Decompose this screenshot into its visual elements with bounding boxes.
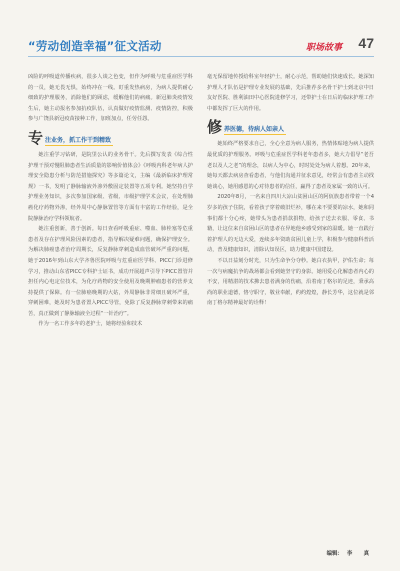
header-rule <box>28 56 374 57</box>
left-intro-paragraph: 凶险的呼吸道传播疾病，很多人谈之色变，但作为呼吸与危重症医学科的一员，她无畏无惧，始终冲在一线。盯重发热病房，为病人提供耐心细致的护理服务，消除他们的顾虑，缓解他们的病痛。新冠肺炎疫情发生后，她主动报名参加抗疫队伍，认真做好疫情监测、疫情防控，积极参与广饶县新冠疫苗接种工作，加班加点，任劳任怨。 <box>28 74 193 123</box>
right-subheading-cap: 修 <box>207 118 223 137</box>
page-header <box>0 0 400 62</box>
left-column <box>28 72 193 330</box>
right-column <box>207 72 374 309</box>
editor-credit <box>327 549 372 557</box>
left-subheading <box>28 128 193 147</box>
left-paragraph: 她注重学习钻研，是院里公认的业务骨干。先后撰写发表《综合性护理干预对慢阻肺患者生活质量的影响价值体会》《呼吸内科老年病人护理安全隐患分析与防范措施探究》等多篇论文，主编《最新临床护理常规》一书，发明了静脉输液外渗外敷固定装置等五项专利。她坚持自学护理业务知识，多次参加国家级、省级、市级护理学术会议，在处理肺癌化疗药物外渗，经外周中心静脉置管等方面有丰富的工作经验，是全院静脉治疗学科领航者。 <box>28 151 193 222</box>
editor-label: 编辑： <box>326 551 343 557</box>
page-number: 47 <box>358 35 374 51</box>
left-paragraph: 作为一名工作多年的老护士，她将经验和技术 <box>38 321 143 328</box>
editor-name: 李 真 <box>346 551 372 557</box>
right-paragraph: 不以日益刻分时光，只为生命争分夺秒。她白衣执甲，护佑生命；每一次与病魔抗争的战场都会看到她坚守的身影。她用爱心化解患者内心的不安，用精湛的技术拂去患者满身的伤痛，沿着南丁格尔的足迹，秉承高尚的职业道德，恪守职守，敬业奉献，约约煌煌，静长芳华，这位就是邻南丁格尔精神最好的诠释！ <box>207 257 374 307</box>
right-paragraph: 2020年8月，一名来自四川大凉山贫困山区的阿佤族患者带着一个4岁多的孩子住院，看着孩子穿着破旧烂衫，哪在来不要要的凉水，她和同事们都十分心疼，她带头为患者捐款捐物，给孩子送去衣服、零食、书籍，让这位来自贫困山区的患者在异地他乡感受到家的温暖。她一直践行着护理人的无边大爱，连续多年资助贫困儿童上学，积极参与健康科普活动，普及健康知识，清除认知误区，助力健康中国建设。 <box>207 194 374 254</box>
right-subheading <box>207 120 374 135</box>
column-title: “劳动创造幸福”征文活动 <box>28 39 162 53</box>
left-subheading-cap: 专 <box>28 128 44 147</box>
right-intro-paragraph: 毫无保留地传授给科室年轻护士，耐心示范，帮助她们快速成长。她深知护理人才队伍是护理专业发展的基础，先后推荐多名骨干护士到北京中日友好医院、胜利油田中心医院进修学习，还带护士在日后的临床护理工作中都发挥了巨大的作用。 <box>207 74 374 112</box>
right-subheading-text: 养医德，待病人如亲人 <box>224 126 285 134</box>
left-paragraph: 她注重创新，善于创新。每日查看呼吸重症、噬血、肺栓塞等危重患者及存在护理风险因素的患者，指导解决疑难问题，确保护理安全。为解决肺癌患者治疗周期长，反复静脉穿刺造成血管破坏严重的问题，她于2016年到山东大学齐鲁医院呼吸与危重症医学科、PICC门诊进修学习，推动山东省PICC专科护士证书，成功开展超声引导下PICC置管并担任内心电定位技术，为化疗药物的安全使用及晚期肿瘤患者的营养支持提供了保障。有一位肺癌晚期的大姑，外周静脉非常细且破坏严重，穿刺困难，她及时为患者置入PICC导管，免除了反复静脉穿刺带来的痛苦，真正做到了静脉输液全过程“一针治疗”。 <box>28 226 193 317</box>
left-subheading-text: 注业务，抓工作干到精致 <box>45 136 112 144</box>
right-paragraph: 她始终严格要求自己，全心全意为病人服务，热情体贴地为病人提供最优质的护理服务。呼吸与危重症医学科老年患者多，她大力倡导“老吾老以及人之老”的理念，以病人为中心，时时处处为病人着想。20年来，她每天都去病房查看患者，与他们沟通并征求意见，经常会有患者主动找她谈心，她用感恩的心对待患者的信任，赢得了患者及家属一致的认可。 <box>207 141 374 190</box>
section-label: 职场故事 <box>305 43 342 53</box>
